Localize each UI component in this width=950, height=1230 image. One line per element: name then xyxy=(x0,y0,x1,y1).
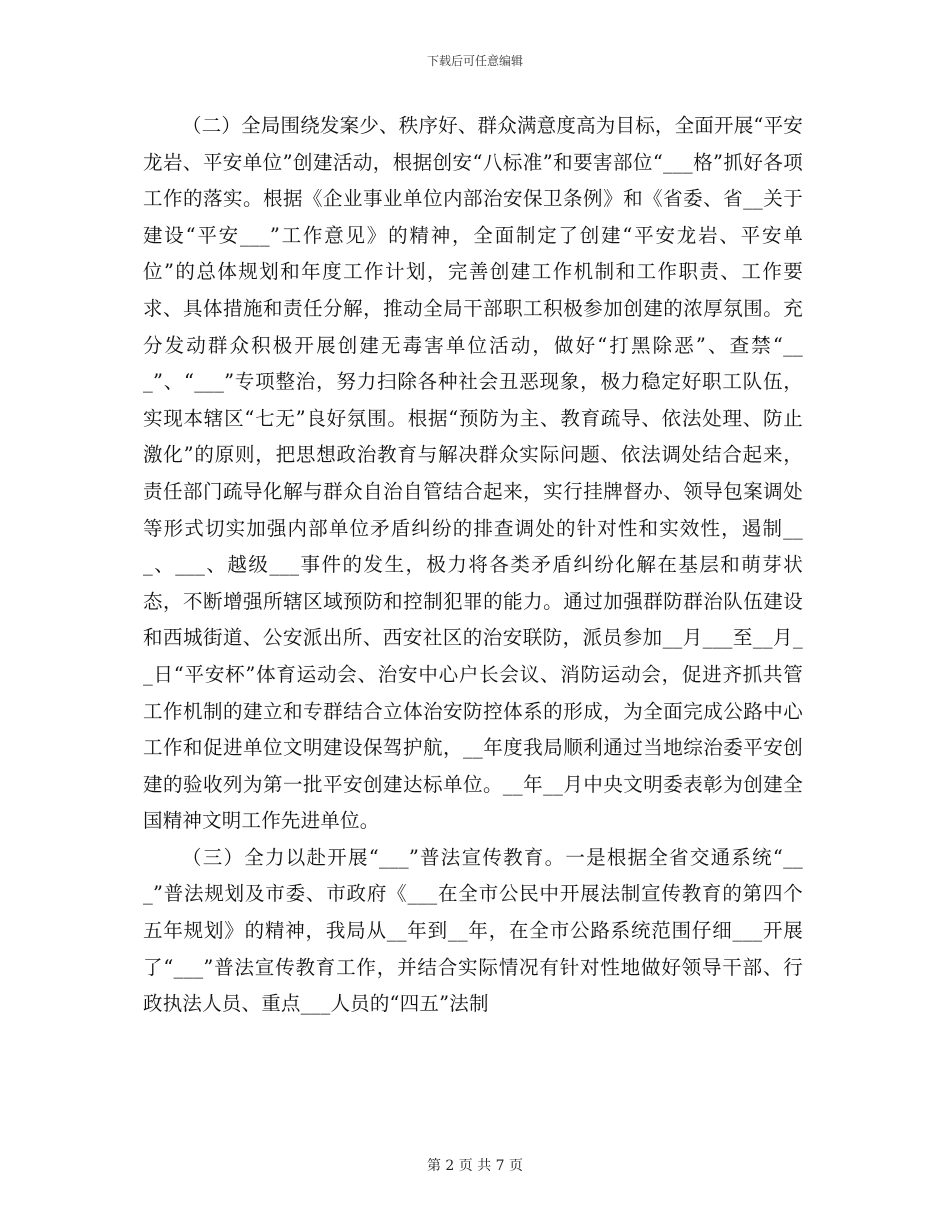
document-body xyxy=(143,108,803,1023)
paragraph-section-two: （二）全局围绕发案少、秩序好、群众满意度高为目标，全面开展“平安龙岩、平安单位”创建活动，根据创安“八标准”和要害部位“___格”抓好各项工作的落实。根据《企业事业单位内部治安保卫条例》和《省委、省__关于建设“平安___”工作意见》的精神，全面制定了创建“平安龙岩、平安单位”的总体规划和年度工作计划，完善创建工作机制和工作职责、工作要求、具体措施和责任分解，推动全局干部职工积极参加创建的浓厚氛围。充分发动群众积极开展创建无毒害单位活动，做好“打黑除恶”、查禁“___”、“___”专项整治，努力扫除各种社会丑恶现象，极力稳定好职工队伍，实现本辖区“七无”良好氛围。根据“预防为主、教育疏导、依法处理、防止激化”的原则，把思想政治教育与解决群众实际问题、依法调处结合起来，责任部门疏导化解与群众自治自管结合起来，实行挂牌督办、领导包案调处等形式切实加强内部单位矛盾纠纷的排查调处的针对性和实效性，遏制___、___、越级___事件的发生，极力将各类矛盾纠纷化解在基层和萌芽状态，不断增强所辖区域预防和控制犯罪的能力。通过加强群防群治队伍建设和西城街道、公安派出所、西安社区的治安联防，派员参加__月___至__月__日“平安杯”体育运动会、治安中心户长会议、消防运动会，促进齐抓共管工作机制的建立和专群结合立体治安防控体系的形成，为全面完成公路中心工作和促进单位文明建设保驾护航，__年度我局顺利通过当地综治委平安创建的验收列为第一批平安创建达标单位。__年__月中央文明委表彰为创建全国精神文明工作先进单位。 xyxy=(143,114,803,833)
page-header-note: 下载后可任意编辑 xyxy=(426,54,523,68)
paragraph-section-three: （三）全力以赴开展“___”普法宣传教育。一是根据全省交通系统“___”普法规划及市委、市政府《___在全市公民中开展法制宣传教育的第四个五年规划》的精神，我局从__年到__年，在全市公路系统范围仔细___开展了“___”普法宣传教育工作，并结合实际情况有针对性地做好领导干部、行政执法人员、重点___人员的“四五”法制 xyxy=(143,845,803,1016)
page-number: 第 2 页 共 7 页 xyxy=(426,1158,524,1174)
